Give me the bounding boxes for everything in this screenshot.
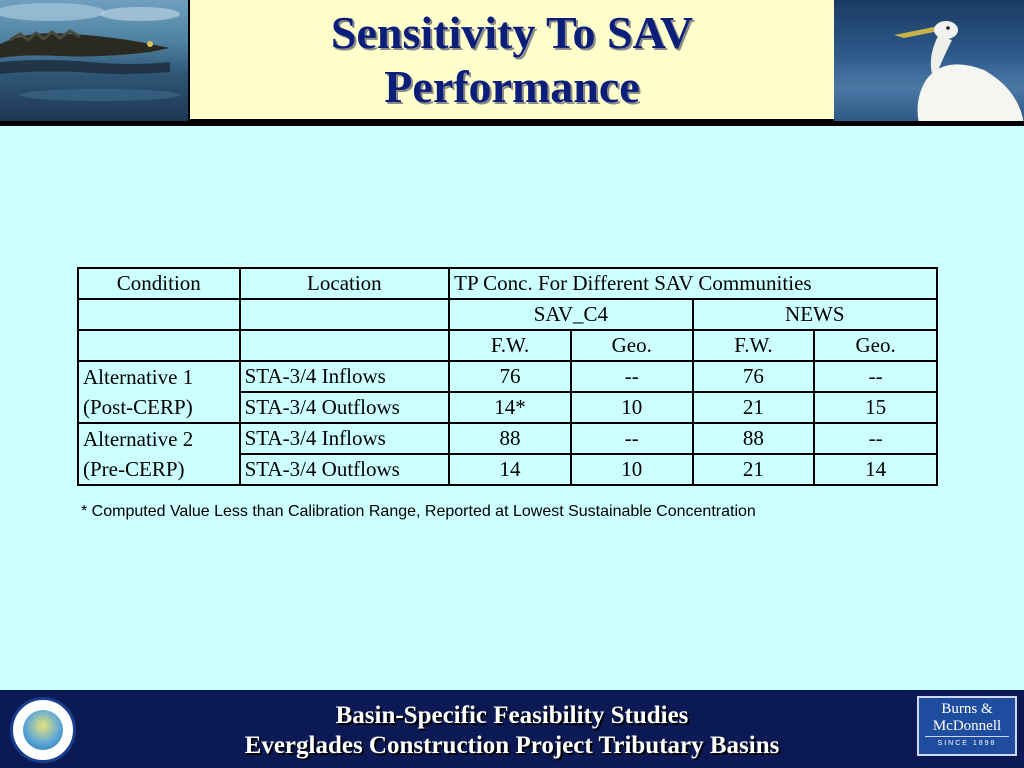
header-banner (0, 0, 1024, 126)
metric-header-fw: F.W. (693, 330, 815, 361)
condition-cell: Alternative 1 (78, 361, 240, 392)
burns-mcdonnell-logo (917, 696, 1017, 756)
condition-cell: (Pre-CERP) (78, 454, 240, 485)
value-cell: 21 (693, 454, 815, 485)
table-row (78, 361, 937, 392)
logo-divider (925, 736, 1009, 737)
slide-title (190, 6, 834, 114)
column-header-location: Location (240, 268, 450, 299)
egret-photo-graphic (834, 0, 1024, 124)
value-cell: 10 (571, 392, 693, 423)
table-cell-empty (240, 299, 450, 330)
egret-photo (834, 0, 1024, 124)
condition-cell: Alternative 2 (78, 423, 240, 454)
table-cell-empty (78, 330, 240, 361)
value-cell: 14 (814, 454, 937, 485)
table-community-row (78, 299, 937, 330)
value-cell: 14 (449, 454, 571, 485)
table-cell-empty (78, 299, 240, 330)
alligator-photo-graphic (0, 0, 188, 124)
footer-title-line2: Everglades Construction Project Tributary Basins (244, 732, 780, 759)
slide-title-line1: Sensitivity To SAV (330, 7, 694, 58)
table-cell-empty (240, 330, 450, 361)
metric-header-geo: Geo. (814, 330, 937, 361)
sav-sensitivity-table (77, 267, 938, 486)
value-cell: -- (571, 423, 693, 454)
column-header-condition: Condition (78, 268, 240, 299)
slide-title-line2: Performance (384, 61, 640, 112)
logo-line1: Burns & (941, 701, 993, 717)
value-cell: 76 (449, 361, 571, 392)
table-row (78, 392, 937, 423)
value-cell: 88 (449, 423, 571, 454)
community-header-sav-c4: SAV_C4 (449, 299, 692, 330)
value-cell: -- (571, 361, 693, 392)
title-box (188, 0, 836, 121)
value-cell: 15 (814, 392, 937, 423)
value-cell: 10 (571, 454, 693, 485)
logo-since: SINCE 1898 (937, 740, 997, 747)
location-cell: STA-3/4 Outflows (240, 392, 450, 423)
location-cell: STA-3/4 Inflows (240, 423, 450, 454)
metric-header-fw: F.W. (449, 330, 571, 361)
table-footnote: * Computed Value Less than Calibration Range, Reported at Lowest Sustainable Concentration (81, 503, 756, 520)
metric-header-geo: Geo. (571, 330, 693, 361)
alligator-photo (0, 0, 188, 124)
footer-title-line1: Basin-Specific Feasibility Studies (335, 702, 689, 729)
column-header-tp-conc: TP Conc. For Different SAV Communities (449, 268, 937, 299)
value-cell: 88 (693, 423, 815, 454)
value-cell: -- (814, 423, 937, 454)
table-metric-row (78, 330, 937, 361)
value-cell: -- (814, 361, 937, 392)
community-header-news: NEWS (693, 299, 937, 330)
footer-banner (0, 690, 1024, 768)
table-header-row (78, 268, 937, 299)
table-row (78, 454, 937, 485)
location-cell: STA-3/4 Inflows (240, 361, 450, 392)
table-row (78, 423, 937, 454)
logo-line2: McDonnell (932, 718, 1002, 734)
value-cell: 76 (693, 361, 815, 392)
header-rule (0, 121, 1024, 126)
value-cell: 21 (693, 392, 815, 423)
condition-cell: (Post-CERP) (78, 392, 240, 423)
value-cell: 14* (449, 392, 571, 423)
location-cell: STA-3/4 Outflows (240, 454, 450, 485)
